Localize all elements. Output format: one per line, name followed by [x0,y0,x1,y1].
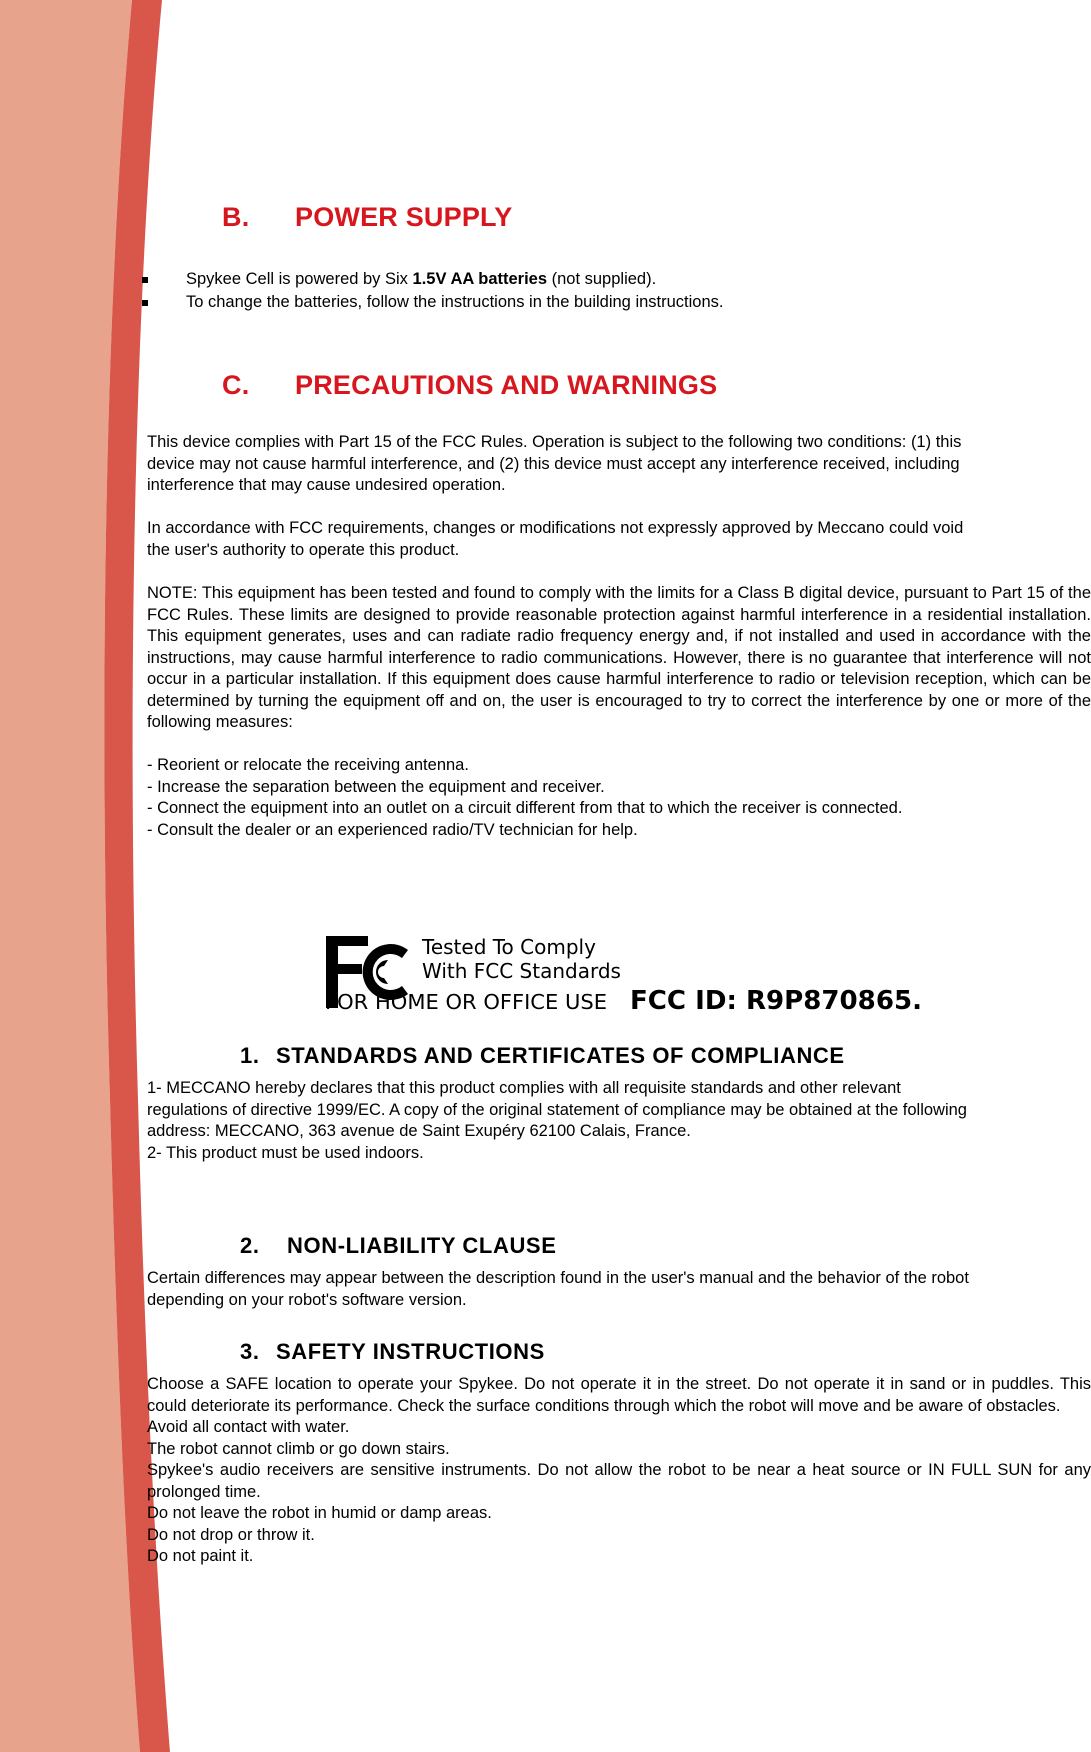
fcc-modifications-paragraph: In accordance with FCC requirements, changes or modifications not expressly approved by Meccano could void the user's authority to operate this product. [147,519,964,559]
section-2-title: NON-LIABILITY CLAUSE [287,1233,557,1258]
section-2-heading: 2. NON-LIABILITY CLAUSE [240,1233,557,1258]
section-1-heading: 1. STANDARDS AND CERTIFICATES OF COMPLIANCE [240,1043,845,1068]
section-b-heading [222,202,512,233]
bullet-batteries: Spykee Cell is powered by Six 1.5V AA batteries (not supplied). [140,268,656,291]
bullet-square-icon [142,300,148,306]
non-liability-paragraph: Certain differences may appear between the description found in the user's manual and the behavior of the robot depending on your robot's software version. [147,1269,969,1309]
safety-instructions: Choose a SAFE location to operate your Spykee. Do not operate it in the street. Do not operate it in sand or in puddles. This could deteriorate its performance. Check the surface conditions through which the robot will move and be aware of obstacles. Avoid all contact with water. The robot cannot climb or go down stairs. Spykee's audio receivers are sensitive instruments. Do not allow the robot to be near a heat source or IN FULL SUN for any prolonged time. Do not leave the robot in humid or damp areas. Do not drop or throw it. Do not paint it. [147,1375,1091,1565]
fcc-note-paragraph: NOTE: This equipment has been tested and found to comply with the limits for a Class B digital device, pursuant to Part 15 of the FCC Rules. These limits are designed to provide reasonable protection against harmful interference in a residential installation. This equipment generates, uses and can radiate radio frequency energy and, if not installed and used in accordance with the instructions, may cause harmful interference to radio communications. However, there is no guarantee that interference will not occur in a particular installation. If this equipment does cause harmful interference to radio or television reception, which can be determined by turning the equipment off and on, the user is encouraged to try to correct the interference by one or more of the following measures: [147,584,1091,731]
fcc-logo [322,930,922,1014]
bullet-square-icon [142,277,148,283]
measure-item: - Consult the dealer or an experienced radio/TV technician for help. [147,820,638,839]
section-c-title: PRECAUTIONS AND WARNINGS [295,370,718,400]
section-b-title: POWER SUPPLY [295,202,513,232]
fcc-tested-text: Tested To Comply [422,935,596,959]
section-b-letter: B. [222,202,250,232]
interference-measures [147,755,1091,841]
section-c-letter: C. [222,370,250,400]
fcc-id-text: FCC ID: R9P870865. [630,986,922,1014]
section-3-title: SAFETY INSTRUCTIONS [276,1339,545,1364]
fcc-standards-text: With FCC Standards [422,959,621,983]
measure-item: - Increase the separation between the equipment and receiver. [147,777,605,796]
compliance-paragraph: 1- MECCANO hereby declares that this product complies with all requisite standards and other relevant regulations of directive 1999/EC. A copy of the original statement of compliance may be obtained at the following address: MECCANO, 363 avenue de Saint Exupéry 62100 Calais, France. 2- This product must be used indoors. [147,1079,967,1162]
measure-item: - Reorient or relocate the receiving antenna. [147,756,469,774]
fcc-compliance-paragraph: This device complies with Part 15 of the FCC Rules. Operation is subject to the following two conditions: (1) this device may not cause harmful interference, and (2) this device must accept any interference received, including interference that may cause undesired operation. [147,433,962,494]
bullet-change-batteries: To change the batteries, follow the instructions in the building instructions. [140,291,723,314]
measure-item: - Connect the equipment into an outlet on a circuit different from that to which the receiver is connected. [147,799,903,817]
section-c-heading [222,370,717,401]
section-3-heading: 3. SAFETY INSTRUCTIONS [240,1339,545,1364]
fcc-home-office-text: FOR HOME OR OFFICE USE [325,990,607,1014]
section-1-title: STANDARDS AND CERTIFICATES OF COMPLIANCE [276,1043,845,1068]
